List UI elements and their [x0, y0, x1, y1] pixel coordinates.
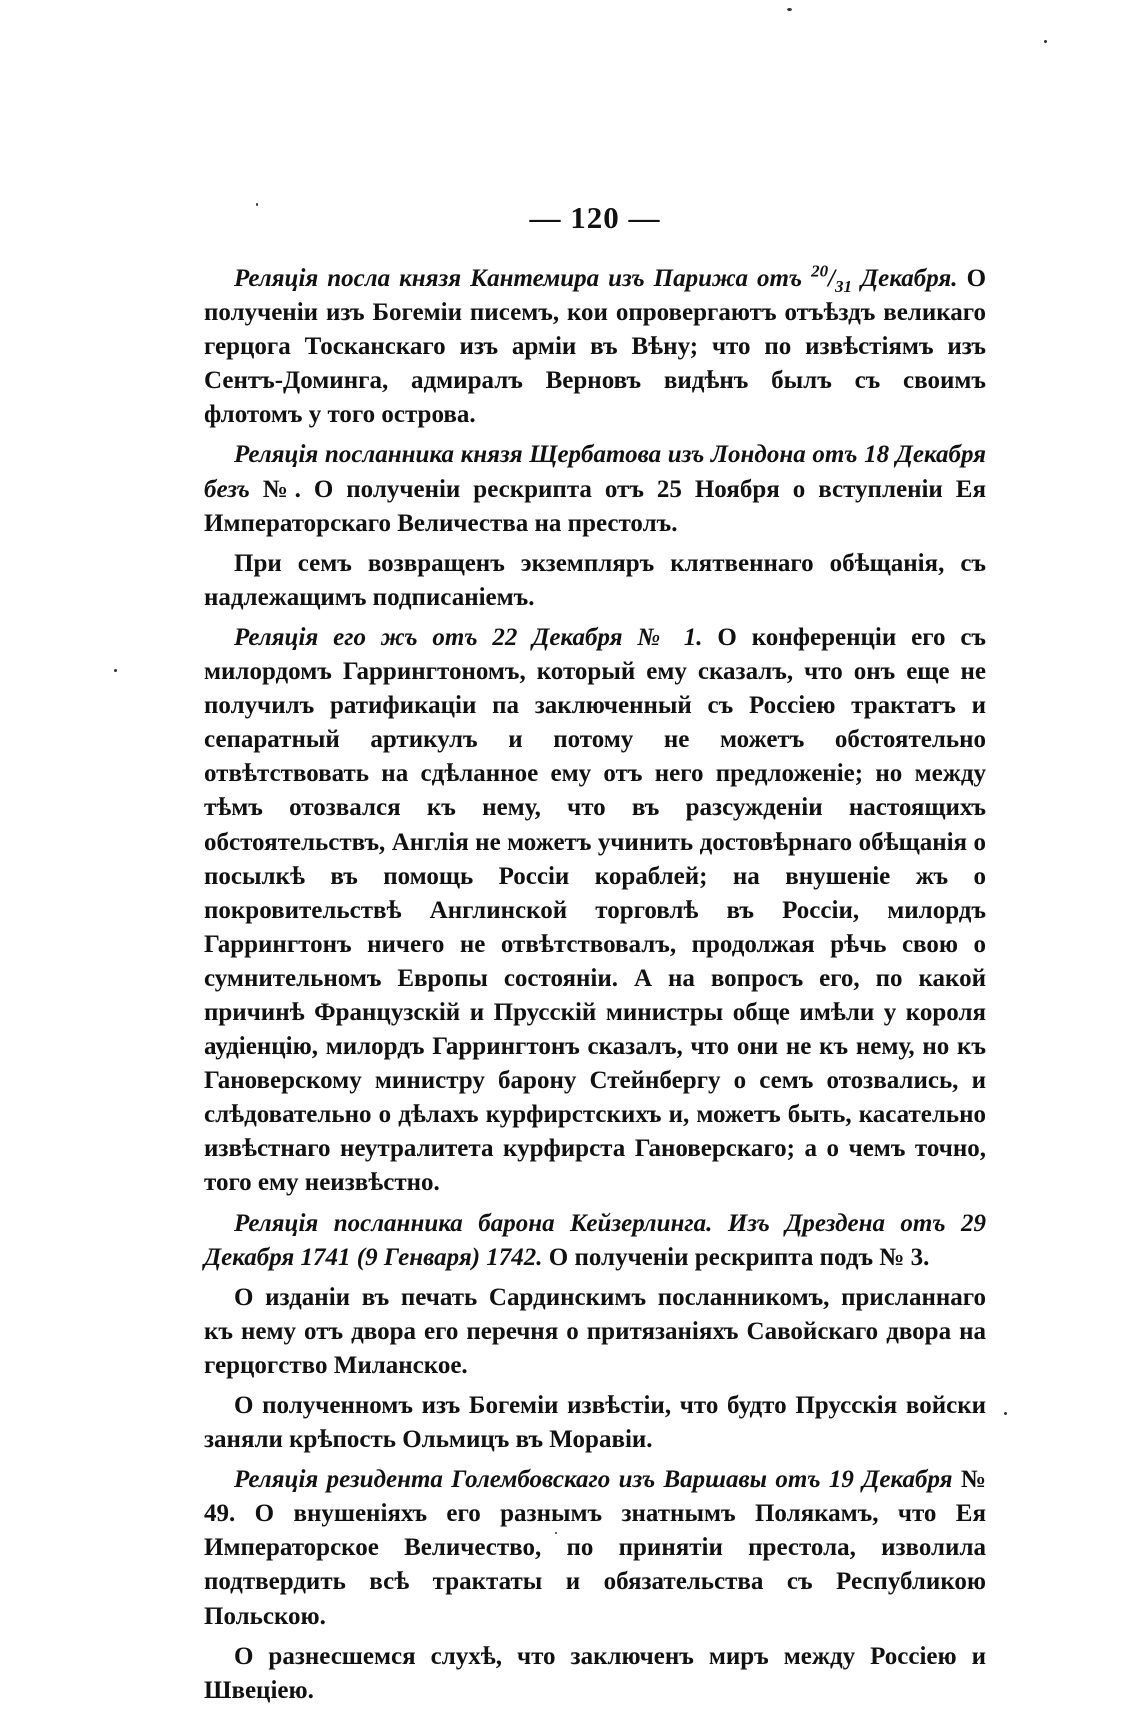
entry-text: О изданіи въ печать Сардинскимъ посланникомъ, присланнаго къ нему отъ двора его перечня о притязаніяхъ Савойскаго двора на герцогство Миланское. — [204, 1283, 986, 1379]
scan-speck — [555, 1532, 557, 1534]
date-fraction-bottom: 31 — [835, 277, 853, 296]
text-body — [204, 262, 986, 1714]
entry-kantemir — [204, 262, 986, 432]
date-fraction-separator: / — [828, 265, 836, 292]
entry-oath-note — [204, 547, 986, 615]
scan-speck — [256, 203, 258, 206]
entry-text: №. О полученіи рескрипта отъ 25 Ноября о вступленіи Ея Императорскаго Величества на престолъ. — [204, 475, 986, 537]
scan-speck — [787, 8, 792, 11]
entry-keyserling — [204, 1207, 986, 1275]
entry-text: О полученіи рескрипта подъ № 3. — [542, 1243, 930, 1271]
entry-text: О полученномъ изъ Богеміи извѣстіи, что будто Прусскія войски заняли крѣпость Ольмицъ въ Моравіи. — [204, 1392, 986, 1454]
entry-text: О полученіи изъ Богеміи писемъ, кои опровергаютъ отъѣздъ великаго герцога Тосканскаго изъ арміи въ Вѣну; что по извѣстіямъ изъ Сентъ-Доминга, адмиралъ Верновъ видѣнъ былъ съ своимъ флотомъ у того острова. — [204, 265, 987, 429]
entry-heading: Реляція посланника князя Щербатова изъ Лондона отъ 18 Декабря безъ — [204, 441, 986, 503]
entry-text: О конференціи его съ милордомъ Гаррингтономъ, который ему сказалъ, что онъ еще не получилъ ратификаціи па заключенный съ Россіею трактатъ и сепаратный артикулъ и потому не можетъ обстоятельно отвѣтствовать на сдѣланное ему отъ него предложеніе; но между тѣмъ отозвался къ нему, что въ разсужденіи настоящихъ обстоятельствъ, Англія не можетъ учинить достовѣрнаго обѣщанія о посылкѣ въ помощь Россіи кораблей; на внушеніе жъ о покровительствѣ Англинской торговлѣ въ Россіи, милордъ Гаррингтонъ ничего не отвѣтствовалъ, продолжая рѣчь свою о сумнительномъ Европы состояніи. А на вопросъ его, по какой причинѣ Французскій и Прусскій министры обще имѣли у короля аудіенцію, милордъ Гаррингтонъ сказалъ, что они не къ нему, но къ Гановерскому министру барону Стейнбергу о семъ отозвались, и слѣдовательно о дѣлахъ курфирстскихъ и, можетъ быть, касательно извѣстнаго неутралитета курфирста Гановерскаго; а о чемъ точно, того ему неизвѣстно. — [204, 623, 986, 1197]
entry-shcherbatov — [204, 438, 986, 540]
entry-heading: Реляція резидента Голембовскаго изъ Варшавы отъ 19 Декабря — [234, 1466, 953, 1494]
entry-heading: Реляція посланника барона Кейзерлинга. Изъ Дрездена отъ 29 Декабря 1741 (9 Генваря) 1742. — [204, 1209, 986, 1271]
heading-text: Реляція посла князя Кантемира изъ Парижа отъ — [234, 265, 812, 292]
scan-speck — [114, 669, 117, 672]
scan-speck — [1044, 40, 1047, 43]
scan-speck — [1004, 1412, 1007, 1415]
page-number: — 120 — — [529, 200, 661, 235]
entry-heading: Реляція его жъ отъ 22 Декабря — [234, 623, 623, 651]
entry-text: При семъ возвращенъ экземпляръ клятвеннаго обѣщанія, съ надлежащимъ подписаніемъ. — [204, 549, 986, 611]
entry-olmutz-note — [204, 1389, 986, 1457]
entry-shcherbatov-22 — [204, 621, 986, 1201]
entry-heading — [234, 261, 958, 296]
entry-golembovsky — [204, 1463, 986, 1633]
entry-sardinian-note — [204, 1281, 986, 1383]
entry-heading-number: № 1. — [622, 623, 703, 651]
date-fraction-top: 20 — [811, 261, 829, 281]
entry-text: № 49. О внушеніяхъ его разнымъ знатнымъ Полякамъ, что Ея Императорское Величество, по принятіи престола, изволила подтвердить всѣ трактаты и обязательства съ Республикою Польскою. — [204, 1466, 986, 1630]
entry-text: О разнесшемся слухѣ, что заключенъ миръ между Россіею и Швеціею. — [204, 1642, 986, 1704]
document-page — [204, 0, 987, 1704]
heading-tail: Декабря. — [852, 265, 958, 292]
